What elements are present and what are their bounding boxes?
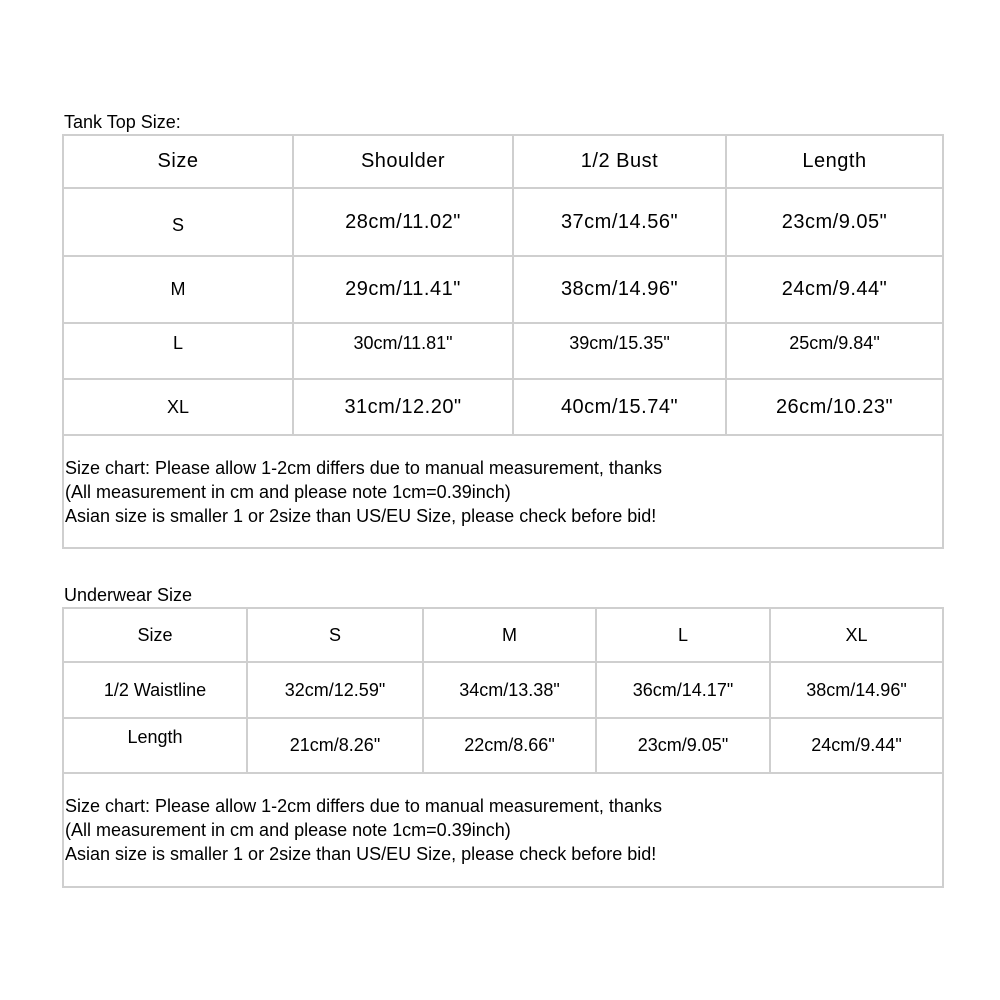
length-cell: 24cm/9.44" (726, 256, 943, 323)
bust-cell (513, 323, 726, 379)
value-cell: 22cm/8.66" (423, 718, 596, 773)
header-size: Size (63, 608, 247, 662)
table-row (63, 718, 943, 773)
length-cell: 23cm/9.05" (726, 188, 943, 256)
underwear-caption: Underwear Size (64, 585, 193, 605)
size-notes (63, 435, 943, 548)
notes-row (63, 773, 943, 887)
size-label: L (172, 332, 183, 353)
table-row (63, 188, 943, 256)
underwear-size-table (62, 607, 944, 888)
value-cell: 21cm/8.26" (247, 718, 423, 773)
shoulder-cell (293, 323, 513, 379)
table-row (63, 256, 943, 323)
table-row (63, 662, 943, 718)
shoulder-cell: 28cm/11.02" (293, 188, 513, 256)
note-line: (All measurement in cm and please note 1cm=0.39inch) (65, 820, 511, 840)
tank-top-caption: Tank Top Size: (64, 112, 181, 132)
header-size: Size (63, 135, 293, 188)
bust-cell: 37cm/14.56" (513, 188, 726, 256)
note-line: Asian size is smaller 1 or 2size than US/EU Size, please check before bid! (65, 844, 657, 864)
header-m: M (423, 608, 596, 662)
note-line: Size chart: Please allow 1-2cm differs due to manual measurement, thanks (65, 796, 662, 816)
bust-cell: 40cm/15.74" (513, 379, 726, 435)
length-value: 25cm/9.84" (789, 332, 880, 353)
bust-cell: 38cm/14.96" (513, 256, 726, 323)
shoulder-cell: 31cm/12.20" (293, 379, 513, 435)
size-cell (63, 188, 293, 256)
size-notes (63, 773, 943, 887)
value-cell: 34cm/13.38" (423, 662, 596, 718)
shoulder-value: 30cm/11.81" (353, 332, 453, 353)
header-length: Length (726, 135, 943, 188)
note-line: Size chart: Please allow 1-2cm differs due to manual measurement, thanks (65, 458, 662, 478)
note-line: Asian size is smaller 1 or 2size than US/EU Size, please check before bid! (65, 506, 657, 526)
table-row (63, 379, 943, 435)
measure-label: 1/2 Waistline (63, 662, 247, 718)
bust-value: 39cm/15.35" (569, 332, 670, 353)
table-row (63, 323, 943, 379)
size-label: S (171, 214, 184, 235)
tank-top-size-table (62, 134, 944, 549)
size-cell (63, 323, 293, 379)
header-xl: XL (770, 608, 943, 662)
header-s: S (247, 608, 423, 662)
value-cell: 23cm/9.05" (596, 718, 770, 773)
value-cell: 36cm/14.17" (596, 662, 770, 718)
length-cell (726, 323, 943, 379)
note-line: (All measurement in cm and please note 1cm=0.39inch) (65, 482, 511, 502)
value-cell: 38cm/14.96" (770, 662, 943, 718)
header-shoulder: Shoulder (293, 135, 513, 188)
notes-row (63, 435, 943, 548)
table-header-row (63, 608, 943, 662)
measure-label (63, 718, 247, 773)
header-bust: 1/2 Bust (513, 135, 726, 188)
size-cell: M (63, 256, 293, 323)
shoulder-cell: 29cm/11.41" (293, 256, 513, 323)
value-cell: 24cm/9.44" (770, 718, 943, 773)
size-cell: XL (63, 379, 293, 435)
length-cell: 26cm/10.23" (726, 379, 943, 435)
table-header-row (63, 135, 943, 188)
header-l: L (596, 608, 770, 662)
value-cell: 32cm/12.59" (247, 662, 423, 718)
measure-label-text: Length (127, 727, 183, 747)
